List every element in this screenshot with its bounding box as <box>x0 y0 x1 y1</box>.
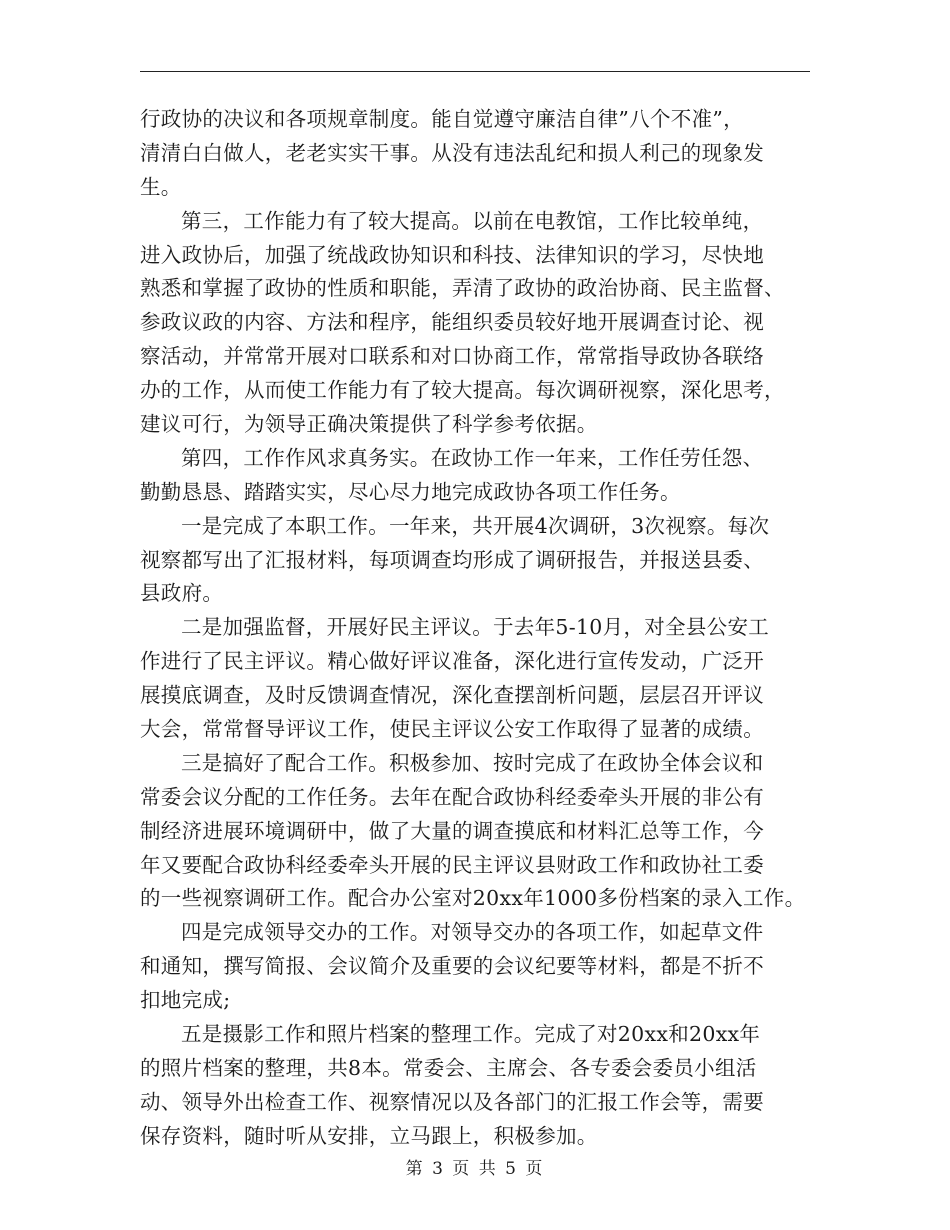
page-footer: 第 3 页 共 5 页 <box>405 1159 545 1179</box>
paragraph-line: 年又要配合政协科经委牵头开展的民主评议县财政工作和政协社工委 <box>140 852 764 877</box>
paragraph-first-line: 三是搞好了配合工作。积极参加、按时完成了在政协全体会议和 <box>181 750 764 775</box>
header-rule <box>140 71 810 72</box>
paragraph-first-line: 一是完成了本职工作。一年来，共开展4次调研，3次视察。每次 <box>181 513 770 538</box>
paragraph-line: 常委会议分配的工作任务。去年在配合政协科经委牵头开展的非公有 <box>140 784 764 809</box>
paragraph-line: 进入政协后，加强了统战政协知识和科技、法律知识的学习，尽快地 <box>140 242 764 267</box>
paragraph-line: 作进行了民主评议。精心做好评议准备，深化进行宣传发动，广泛开 <box>140 649 764 674</box>
paragraph-line: 动、领导外出检查工作、视察情况以及各部门的汇报工作会等，需要 <box>140 1089 764 1114</box>
paragraph-first-line: 五是摄影工作和照片档案的整理工作。完成了对20xx和20xx年 <box>181 1022 761 1047</box>
paragraph-line: 和通知，撰写简报、会议简介及重要的会议纪要等材料，都是不折不 <box>140 954 764 979</box>
paragraph-line: 的一些视察调研工作。配合办公室对20xx年1000多份档案的录入工作。 <box>140 886 806 911</box>
paragraph-line: 视察都写出了汇报材料，每项调查均形成了调研报告，并报送县委、 <box>140 547 764 572</box>
paragraph-line: 办的工作，从而使工作能力有了较大提高。每次调研视察，深化思考， <box>140 378 785 403</box>
paragraph-line: 生。 <box>140 174 182 199</box>
paragraph-line: 制经济进展环境调研中，做了大量的调查摸底和材料汇总等工作，今 <box>140 818 764 843</box>
paragraph-first-line: 四是完成领导交办的工作。对领导交办的各项工作，如起草文件 <box>181 920 764 945</box>
paragraph-line: 清清白白做人，老老实实干事。从没有违法乱纪和损人利己的现象发 <box>140 140 764 165</box>
paragraph-line: 参政议政的内容、方法和程序，能组织委员较好地开展调查讨论、视 <box>140 310 764 335</box>
paragraph-first-line: 第三，工作能力有了较大提高。以前在电教馆，工作比较单纯， <box>181 208 764 233</box>
paragraph-line: 建议可行，为领导正确决策提供了科学参考依据。 <box>140 412 598 437</box>
paragraph-first-line: 二是加强监督，开展好民主评议。于去年5-10月，对全县公安工 <box>181 615 770 640</box>
document-body <box>140 103 830 1154</box>
paragraph-line: 展摸底调查，及时反馈调查情况，深化查摆剖析问题，层层召开评议 <box>140 683 764 708</box>
paragraph-line: 县政府。 <box>140 581 224 606</box>
paragraph-line: 行政协的决议和各项规章制度。能自觉遵守廉洁自律”八个不准”， <box>140 107 744 131</box>
paragraph-line: 勤勤恳恳、踏踏实实，尽心尽力地完成政协各项工作任务。 <box>140 479 681 504</box>
paragraph-line: 保存资料，随时听从安排，立马跟上，积极参加。 <box>140 1123 598 1148</box>
paragraph-line: 扣地完成; <box>140 988 231 1013</box>
paragraph-line: 的照片档案的整理，共8本。常委会、主席会、各专委会委员小组活 <box>140 1055 757 1080</box>
paragraph-line: 熟悉和掌握了政协的性质和职能，弄清了政协的政治协商、民主监督、 <box>140 276 785 301</box>
paragraph-line: 察活动，并常常开展对口联系和对口协商工作，常常指导政协各联络 <box>140 344 764 369</box>
paragraph-first-line: 第四，工作作风求真务实。在政协工作一年来，工作任劳任怨、 <box>181 445 764 470</box>
paragraph-line: 大会，常常督导评议工作，使民主评议公安工作取得了显著的成绩。 <box>140 717 764 742</box>
